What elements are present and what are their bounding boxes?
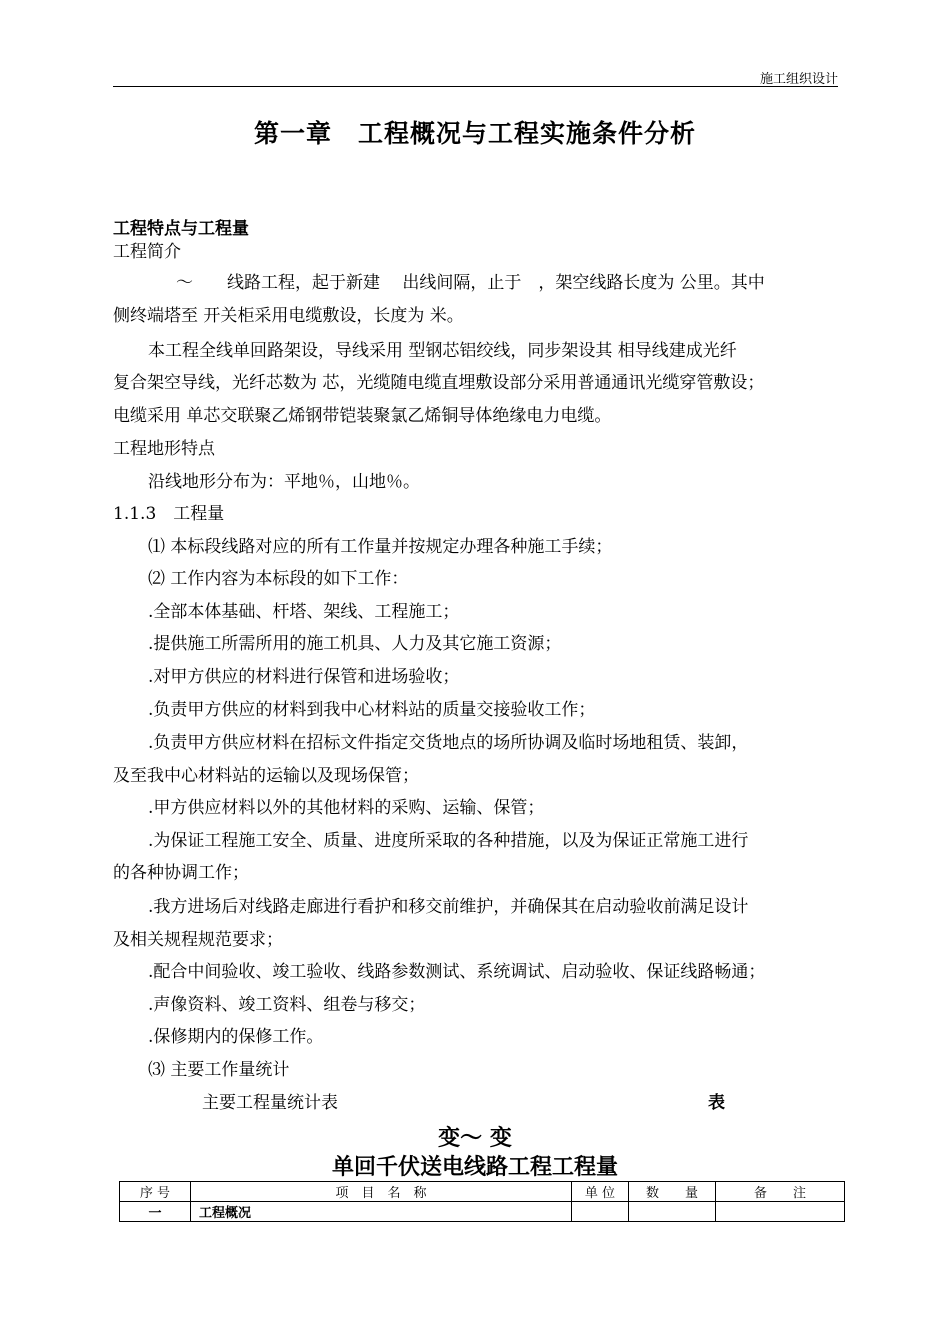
work-item: .声像资料、竣工资料、组卷与移交； xyxy=(148,995,426,1015)
quantity-item: ⑴ 本标段线路对应的所有工作量并按规定办理各种施工手续； xyxy=(148,537,613,557)
work-item: .配合中间验收、竣工验收、线路参数测试、系统调试、启动验收、保证线路畅通； xyxy=(148,962,766,982)
table-row xyxy=(120,1202,845,1222)
subsection-terrain: 工程地形特点 xyxy=(113,439,215,459)
header-text: 施工组织设计 xyxy=(759,72,838,87)
section-heading: 工程特点与工程量 xyxy=(113,219,249,239)
quantity-table xyxy=(119,1181,845,1222)
table-title: 单回千伏送电线路工程工程量 xyxy=(331,1155,618,1180)
quantity-item: ⑵ 工作内容为本标段的如下工作： xyxy=(148,569,409,589)
table-caption: 主要工程量统计表 xyxy=(202,1093,338,1113)
table-number-label: 表 xyxy=(708,1093,725,1113)
work-item: .保修期内的保修工作。 xyxy=(148,1027,324,1047)
work-item-continued: 的各种协调工作； xyxy=(113,863,249,883)
table-cell xyxy=(629,1202,716,1222)
intro-paragraph-line: 侧终端塔至 开关柜采用电缆敷设，长度为 米。 xyxy=(113,306,464,326)
intro-paragraph-line: ～ 线路工程，起于新建 出线间隔，止于 ，架空线路长度为 公里。其中 xyxy=(176,273,765,293)
terrain-text: 沿线地形分布为：平地％，山地％。 xyxy=(148,472,420,492)
work-item: .我方进场后对线路走廊进行看护和移交前维护，并确保其在启动验收前满足设计 xyxy=(148,897,749,917)
column-header: 数 量 xyxy=(629,1182,716,1202)
work-item: .提供施工所需所用的施工机具、人力及其它施工资源； xyxy=(148,634,562,654)
work-item: .全部本体基础、杆塔、架线、工程施工； xyxy=(148,602,460,622)
chapter-title: 第一章 工程概况与工程实施条件分析 xyxy=(253,119,696,148)
column-header: 备 注 xyxy=(716,1182,845,1202)
column-header: 序 号 xyxy=(120,1182,191,1202)
table-title: 变～ 变 xyxy=(438,1126,512,1151)
column-header: 单 位 xyxy=(572,1182,629,1202)
table-cell: 一 xyxy=(120,1202,191,1222)
table-cell xyxy=(716,1202,845,1222)
table-header-row xyxy=(120,1182,845,1202)
subsection-intro: 工程简介 xyxy=(113,242,181,262)
work-item: .负责甲方供应的材料到我中心材料站的质量交接验收工作； xyxy=(148,700,596,720)
subsection-quantity: 1.1.3 工程量 xyxy=(113,504,225,524)
column-header: 项 目 名 称 xyxy=(191,1182,572,1202)
header-rule xyxy=(113,86,838,87)
work-item: .甲方供应材料以外的其他材料的采购、运输、保管； xyxy=(148,798,545,818)
intro-paragraph-line: 电缆采用 单芯交联聚乙烯钢带铠装聚氯乙烯铜导体绝缘电力电缆。 xyxy=(113,406,612,426)
work-item: .为保证工程施工安全、质量、进度所采取的各种措施，以及为保证正常施工进行 xyxy=(148,831,749,851)
quantity-item: ⑶ 主要工作量统计 xyxy=(148,1060,290,1080)
table-cell xyxy=(572,1202,629,1222)
work-item: .对甲方供应的材料进行保管和进场验收； xyxy=(148,667,460,687)
table-cell: 工程概况 xyxy=(191,1202,572,1222)
intro-paragraph-line: 复合架空导线，光纤芯数为 芯，光缆随电缆直埋敷设部分采用普通通讯光缆穿管敷设； xyxy=(113,373,765,393)
intro-paragraph-line: 本工程全线单回路架设，导线采用 型钢芯铝绞线，同步架设其 相导线建成光纤 xyxy=(148,341,737,361)
work-item-continued: 及相关规程规范要求； xyxy=(113,930,283,950)
work-item: .负责甲方供应材料在招标文件指定交货地点的场所协调及临时场地租赁、装卸， xyxy=(148,733,749,753)
work-item-continued: 及至我中心材料站的运输以及现场保管； xyxy=(113,766,419,786)
